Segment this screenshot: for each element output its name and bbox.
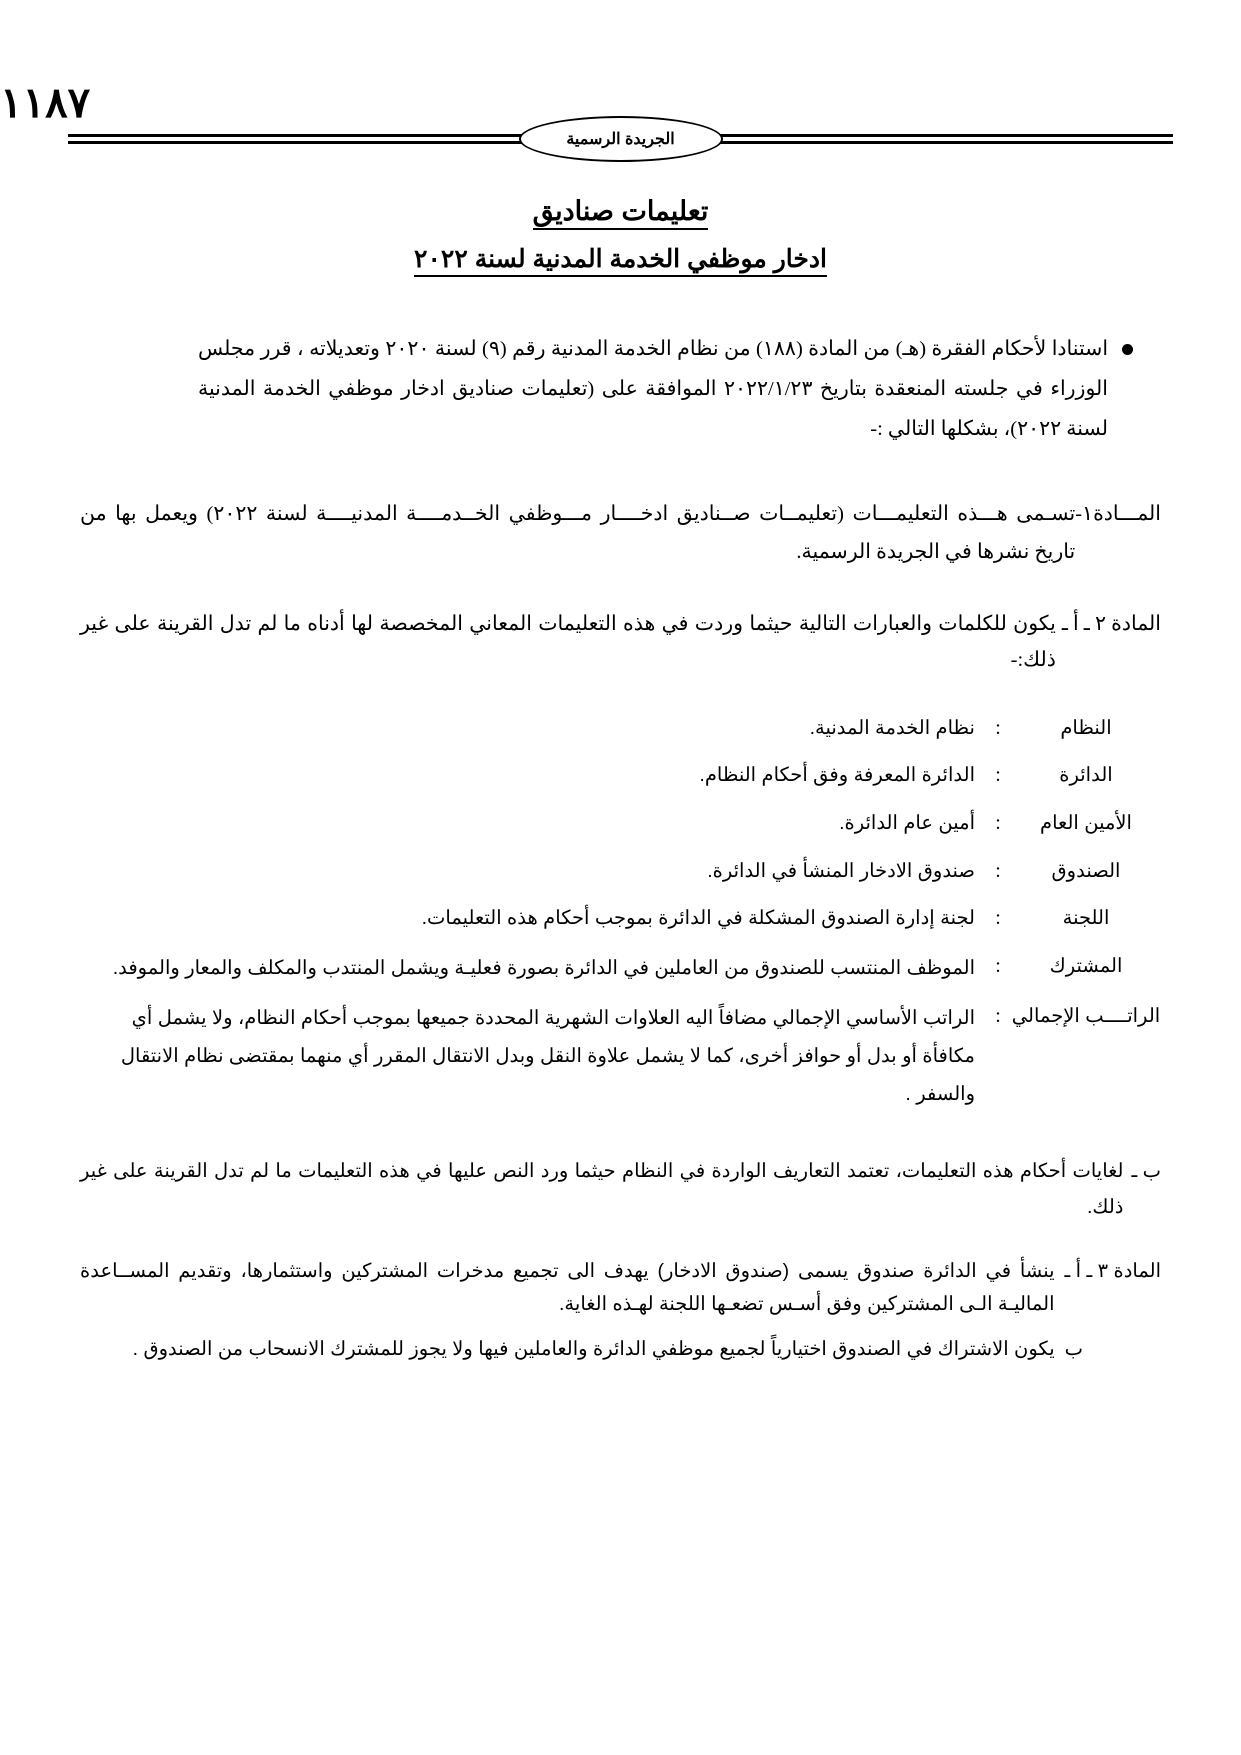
page-title-text: تعليمات صناديق [533,196,709,230]
article-3-label: المادة ٣ ـ أ ـ [1064,1259,1161,1282]
definition-term: النظام [1060,716,1112,739]
table-row [80,943,1161,993]
definition-meaning: أمين عام الدائرة. [839,811,975,834]
page-subtitle [0,244,1241,274]
definition-term: الراتــــب الإجمالي [1011,1004,1161,1027]
definition-meaning: الدائرة المعرفة وفق أحكام النظام. [699,764,975,787]
gazette-badge: الجريدة الرسمية [519,116,723,162]
definition-colon: : [995,859,1001,882]
definition-meaning: لجنة إدارة الصندوق المشكلة في الدائرة بموجب أحكام هذه التعليمات. [421,907,975,930]
table-row [80,800,1161,848]
article-1-text: تسـمى هـــذه التعليمـــات (تعليمــات صــناديق ادخــــار مـــوظفي الخــدمــــة المدنيــــة لسنة ٢٠٢٢) ويعمل بها من تاريخ نشرها في الجريدة الرسمية. [80,502,1076,563]
table-row [80,993,1161,1119]
definition-colon: : [995,811,1001,834]
definition-term: اللجنة [1062,907,1110,930]
article-3-item-a [80,1255,1161,1321]
definition-meaning: نظام الخدمة المدنية. [809,716,975,739]
paragraph-b [80,1153,1161,1225]
page-number-value: ١١٨٧ [0,81,91,127]
page-title [0,196,1241,227]
definitions-table [80,705,1161,1119]
definition-meaning: الموظف المنتسب للصندوق من العاملين في الدائرة بصورة فعليـة ويشمل المنتدب والمكلف والمعار والموفد. [112,956,975,979]
definition-meaning: صندوق الادخار المنشأ في الدائرة. [707,859,975,882]
header-divider [68,130,1173,148]
article-3-text-b: يكون الاشتراك في الصندوق اختيارياً لجميع موظفي الدائرة والعاملين فيها ولا يجوز للمشترك الانسحاب من الصندوق . [132,1338,1055,1361]
definition-colon: : [995,1004,1001,1027]
article-3 [80,1255,1161,1366]
definition-colon: : [995,764,1001,787]
article-3-text-a: ينشأ في الدائرة صندوق يسمى (صندوق الادخار) يهدف الى تجميع مدخرات المشتركين واستثمارها، وتقديم المســاعدة الماليـة الـى المشتركين وفق أسـس تضعـها اللجنة لهـذه الغاية. [80,1259,1055,1316]
intro-text: استنادا لأحكام الفقرة (هـ) من المادة (١٨٨) من نظام الخدمة المدنية رقم (٩) لسنة ٢٠٢٠ وتعديلاته ، قرر مجلس الوزراء في جلسته المنعقدة بتاريخ ٢٠٢٢/١/٢٣ الموافقة على (تعليمات صناديق ادخار موظفي الخدمة المدنية لسنة ٢٠٢٢)، بشكلها التالي :- [198,338,1109,440]
table-row [80,705,1161,753]
definition-colon: : [995,907,1001,930]
table-row [80,895,1161,943]
definition-term: الأمين العام [1040,811,1132,834]
definition-colon: : [995,716,1001,739]
definition-term: المشترك [1049,954,1123,977]
article-2-text: يكون للكلمات والعبارات التالية حيثما وردت في هذه التعليمات المعاني المخصصة لها أدناه ما لم تدل القرينة على غير ذلك:- [80,612,1056,672]
paragraph-b-label: ب ـ [1131,1159,1161,1182]
article-3-label-b: ب [1064,1338,1083,1361]
article-2-label: المادة ٢ ـ أ ـ [1061,612,1161,635]
page-subtitle-text: ادخار موظفي الخدمة المدنية لسنة ٢٠٢٢ [414,245,827,277]
article-2-a [80,606,1161,679]
bullet-icon [1122,344,1133,355]
article-1 [80,496,1161,572]
table-row [80,848,1161,896]
article-1-label: المـــادة١- [1075,502,1161,525]
definition-meaning: الراتب الأساسي الإجمالي مضافاً اليه العلاوات الشهرية المحددة جميعها بموجب أحكام النظام، ولا يشمل أي مكافأة أو بدل أو حوافز أخرى، كما لا يشمل علاوة النقل وبدل الانتقال المقرر أي منهما بمقتضى نظام الانتقال والسفر . [120,1006,975,1105]
table-row [80,752,1161,800]
definition-colon: : [995,954,1001,977]
definition-term: الصندوق [1051,859,1121,882]
document-body [80,330,1161,1378]
paragraph-b-text: لغايات أحكام هذه التعليمات، تعتمد التعاريف الواردة في النظام حيثما ورد النص عليها في هذه التعليمات ما لم تدل القرينة على غير ذلك. [80,1159,1124,1218]
intro-paragraph [198,330,1133,450]
article-3-item-b [80,1333,1161,1366]
definition-term: الدائرة [1059,764,1113,787]
